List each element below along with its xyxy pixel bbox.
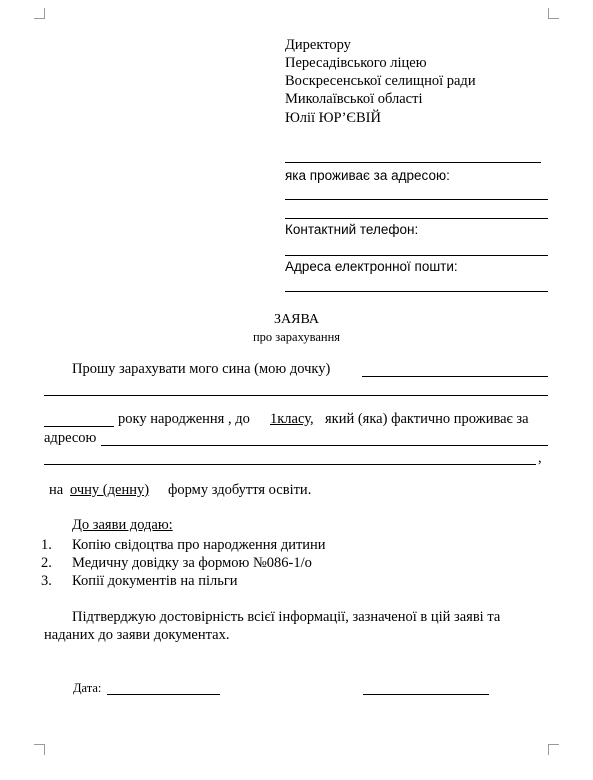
address-comma: ,	[538, 450, 542, 466]
phone-label: Контактний телефон:	[285, 222, 419, 237]
page-corner-mark-bottom-right	[548, 744, 559, 755]
confirmation-line-2: наданих до заяви документах.	[44, 627, 230, 643]
recipient-line-1: Директору	[285, 37, 351, 53]
class-value: 1класу,	[270, 411, 314, 427]
attachment-item: Копію свідоцтва про народження дитини	[72, 537, 326, 553]
request-text: Прошу зарахувати мого сина (мою дочку)	[72, 361, 331, 377]
birth-year-text: року народження , до	[118, 411, 250, 427]
attachment-item: Медичну довідку за формою №086-1/о	[72, 555, 312, 571]
attachment-item: Копії документів на пільги	[72, 573, 238, 589]
address-line-1	[285, 199, 548, 200]
phone-line	[285, 255, 548, 256]
form-prefix: на	[49, 482, 64, 498]
document-subtitle: про зарахування	[252, 330, 341, 344]
address-word: адресою	[44, 430, 97, 446]
form-suffix: форму здобуття освіти.	[168, 482, 312, 498]
child-address-line-1	[101, 445, 548, 446]
form-value: очну (денну)	[70, 482, 150, 498]
child-address-line-2	[44, 464, 536, 465]
birth-year-line	[44, 426, 114, 427]
document-title: ЗАЯВА	[273, 312, 320, 327]
signature-line	[363, 694, 489, 695]
recipient-line-4: Миколаївської області	[285, 91, 423, 107]
date-line	[107, 694, 220, 695]
applicant-name-line	[285, 162, 541, 163]
recipient-line-2: Пересадівського ліцею	[285, 55, 427, 71]
recipient-line-5: Юлії ЮР’ЄВІЙ	[285, 110, 381, 126]
date-label: Дата:	[73, 681, 102, 695]
email-label: Адреса електронної пошти:	[285, 259, 458, 274]
email-line	[285, 291, 548, 292]
lives-text: який (яка) фактично проживає за	[325, 411, 529, 427]
recipient-line-3: Воскресенської селищної ради	[285, 73, 476, 89]
child-name-line-continued	[44, 395, 548, 396]
page-corner-mark-bottom-left	[34, 744, 45, 755]
attachment-number: 3.	[41, 573, 52, 589]
address-line-2	[285, 218, 548, 219]
page-corner-mark-top-left	[34, 8, 45, 19]
confirmation-line-1: Підтверджую достовірність всієї інформації, зазначеної в цій заяві та	[72, 609, 501, 625]
address-label: яка проживає за адресою:	[285, 168, 450, 183]
page-corner-mark-top-right	[548, 8, 559, 19]
attachment-number: 2.	[41, 555, 52, 571]
attachments-heading: До заяви додаю:	[72, 517, 173, 533]
attachment-number: 1.	[41, 537, 52, 553]
child-name-line	[362, 376, 548, 377]
